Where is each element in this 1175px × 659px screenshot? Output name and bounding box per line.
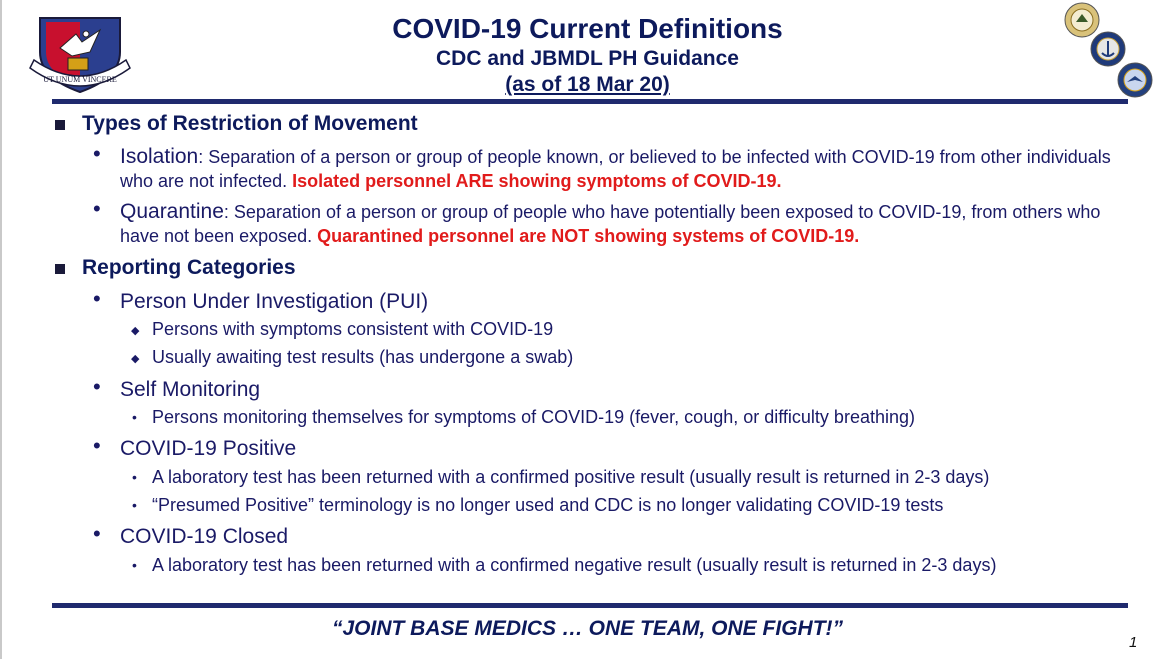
page-title: COVID-19 Current Definitions xyxy=(392,13,783,44)
dot-bullet-icon: • xyxy=(93,286,101,311)
closed-label: COVID-19 Closed xyxy=(120,525,289,548)
dot-bullet-icon: • xyxy=(93,196,101,221)
quarantine-description: : Separation of a person or group of people who have potentially been exposed to COVID-19, from others who have not been exposed. xyxy=(120,202,1101,246)
self-monitoring-label: Self Monitoring xyxy=(120,378,261,401)
title-block xyxy=(0,12,1175,98)
isolation-term: Isolation xyxy=(120,145,199,168)
small-bullet-icon: • xyxy=(132,469,137,485)
small-bullet-icon: • xyxy=(132,557,137,573)
page-subtitle: CDC and JBMDL PH Guidance xyxy=(436,47,739,70)
dot-bullet-icon: • xyxy=(93,521,101,546)
square-bullet-icon xyxy=(55,120,65,130)
slide-border xyxy=(0,0,2,659)
positive-label: COVID-19 Positive xyxy=(120,437,297,460)
dot-bullet-icon: • xyxy=(93,433,101,458)
dot-bullet-icon: • xyxy=(93,141,101,166)
page-date: (as of 18 Mar 20) xyxy=(505,73,670,96)
logo-motto-text: UT UNUM VINCERE xyxy=(43,75,117,84)
dot-bullet-icon: • xyxy=(93,374,101,399)
square-bullet-icon xyxy=(55,264,65,274)
small-bullet-icon: • xyxy=(132,409,137,425)
section-heading-reporting: Reporting Categories xyxy=(82,256,296,279)
diamond-bullet-icon: ◆ xyxy=(131,325,140,337)
closed-item: A laboratory test has been returned with a confirmed negative result (usually result is returned in 2-3 days) xyxy=(152,555,997,575)
diamond-bullet-icon: ◆ xyxy=(131,353,140,365)
small-bullet-icon: • xyxy=(132,497,137,513)
isolation-description: : Separation of a person or group of people known, or believed to be infected with COVID-19 from other individuals who are not infected. xyxy=(120,147,1111,191)
positive-item: “Presumed Positive” terminology is no longer used and CDC is no longer validating COVID-19 tests xyxy=(152,495,944,515)
isolation-emphasis: Isolated personnel ARE showing symptoms of COVID-19. xyxy=(292,171,782,191)
page-number: 1 xyxy=(1129,634,1138,651)
header-divider xyxy=(52,99,1128,104)
footer-motto: “JOINT BASE MEDICS … ONE TEAM, ONE FIGHT!” xyxy=(331,617,844,640)
quarantine-definition xyxy=(120,200,1120,248)
self-monitoring-item: Persons monitoring themselves for symptoms of COVID-19 (fever, cough, or difficulty breathing) xyxy=(152,407,915,427)
footer-divider xyxy=(52,603,1128,608)
isolation-definition xyxy=(120,145,1120,193)
pui-item: Usually awaiting test results (has undergone a swab) xyxy=(152,347,574,367)
section-heading-restriction: Types of Restriction of Movement xyxy=(82,112,418,135)
quarantine-term: Quarantine xyxy=(120,200,224,223)
pui-item: Persons with symptoms consistent with COVID-19 xyxy=(152,319,554,339)
quarantine-emphasis: Quarantined personnel are NOT showing systems of COVID-19. xyxy=(317,226,860,246)
positive-item: A laboratory test has been returned with a confirmed positive result (usually result is returned in 2-3 days) xyxy=(152,467,990,487)
pui-label: Person Under Investigation (PUI) xyxy=(120,290,429,313)
